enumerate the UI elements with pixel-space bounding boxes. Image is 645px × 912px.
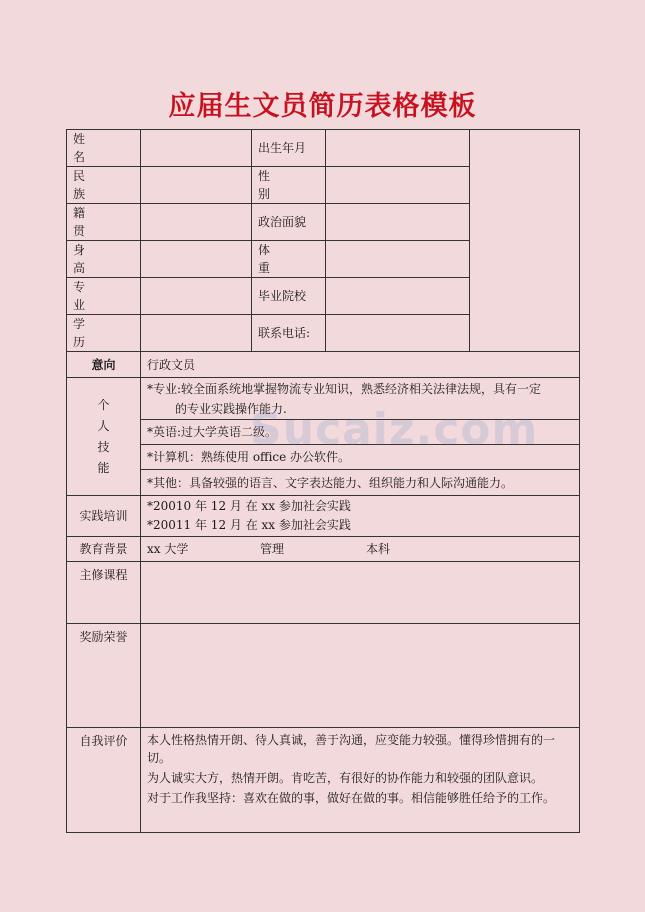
- ethnicity-value[interactable]: [141, 167, 252, 204]
- basic-info-row: [67, 130, 580, 167]
- skill-item-english: *英语:过大学英语二级。: [141, 420, 580, 445]
- intention-label: 意向: [67, 352, 141, 378]
- skills-label-char: 个: [97, 397, 110, 412]
- degree-value[interactable]: [141, 315, 252, 352]
- skill-text: 的专业实践操作能力.: [175, 401, 287, 416]
- birth-label: 出生年月: [252, 130, 326, 167]
- political-label: 政治面貌: [252, 204, 326, 241]
- height-label: 身 高: [67, 241, 141, 278]
- skill-row: [67, 378, 580, 420]
- courses-label: 主修课程: [67, 562, 141, 624]
- awards-row: [67, 624, 580, 728]
- intention-value: 行政文员: [141, 352, 580, 378]
- page-title: 应届生文员简历表格模板: [168, 91, 477, 122]
- photo-cell[interactable]: [470, 130, 580, 352]
- self-eval-paragraph: 为人诚实大方，热情开朗。肯吃苦，有很好的协作能力和较强的团队意识。: [147, 771, 544, 785]
- skill-row: [67, 420, 580, 445]
- skill-item-computer: *计算机：熟练使用 office 办公软件。: [141, 445, 580, 470]
- education-value: [141, 537, 580, 562]
- self-eval-paragraph: 对于工作我坚持：喜欢在做的事，做好在做的事。相信能够胜任给予的工作。: [147, 791, 556, 805]
- skill-text: *专业:较全面系统地掌握物流专业知识，熟悉经济相关法律法规，具有一定: [147, 381, 542, 396]
- degree-label: 学 历: [67, 315, 141, 352]
- intention-row: [67, 352, 580, 378]
- awards-value[interactable]: [141, 624, 580, 728]
- school-label: 毕业院校: [252, 278, 326, 315]
- education-major: 管理: [260, 542, 285, 556]
- skills-label-char: 人: [97, 418, 110, 433]
- ethnicity-label: 民 族: [67, 167, 141, 204]
- watermark-logo: Sucaiz.com: [250, 404, 539, 455]
- practice-row: [67, 496, 580, 537]
- major-label: 专 业: [67, 278, 141, 315]
- name-label: 姓 名: [67, 130, 141, 167]
- skill-row: [67, 470, 580, 496]
- phone-label: 联系电话:: [252, 315, 326, 352]
- weight-label: 体 重: [252, 241, 326, 278]
- education-row: [67, 537, 580, 562]
- political-value[interactable]: [326, 204, 470, 241]
- height-value[interactable]: [141, 241, 252, 278]
- skills-label: [67, 378, 141, 496]
- skill-item-major: [141, 378, 580, 420]
- phone-value[interactable]: [326, 315, 470, 352]
- education-school: xx 大学: [147, 542, 189, 556]
- hometown-value[interactable]: [141, 204, 252, 241]
- school-value[interactable]: [326, 278, 470, 315]
- education-degree: 本科: [366, 542, 391, 556]
- courses-value[interactable]: [141, 562, 580, 624]
- skill-item-other: *其他：具备较强的语言、文字表达能力、组织能力和人际沟通能力。: [141, 470, 580, 496]
- major-value[interactable]: [141, 278, 252, 315]
- gender-label: 性 别: [252, 167, 326, 204]
- skills-label-char: 能: [97, 460, 110, 475]
- practice-item: *20011 年 12 月 在 xx 参加社会实践: [147, 518, 351, 532]
- resume-table: [66, 129, 580, 833]
- practice-value: [141, 496, 580, 537]
- skill-row: [67, 445, 580, 470]
- gender-value[interactable]: [326, 167, 470, 204]
- self-eval-label: 自我评价: [67, 728, 141, 833]
- self-eval-value: [141, 728, 580, 833]
- birth-value[interactable]: [326, 130, 470, 167]
- practice-label: 实践培训: [67, 496, 141, 537]
- courses-row: [67, 562, 580, 624]
- self-eval-row: [67, 728, 580, 833]
- hometown-label: 籍 贯: [67, 204, 141, 241]
- name-value[interactable]: [141, 130, 252, 167]
- skills-label-char: 技: [97, 439, 110, 454]
- self-eval-paragraph: 本人性格热情开朗、待人真诚，善于沟通，应变能力较强。懂得珍惜拥有的一切。: [147, 733, 556, 765]
- practice-item: *20010 年 12 月 在 xx 参加社会实践: [147, 499, 351, 513]
- weight-value[interactable]: [326, 241, 470, 278]
- awards-label: 奖励荣誉: [67, 624, 141, 728]
- education-label: 教育背景: [67, 537, 141, 562]
